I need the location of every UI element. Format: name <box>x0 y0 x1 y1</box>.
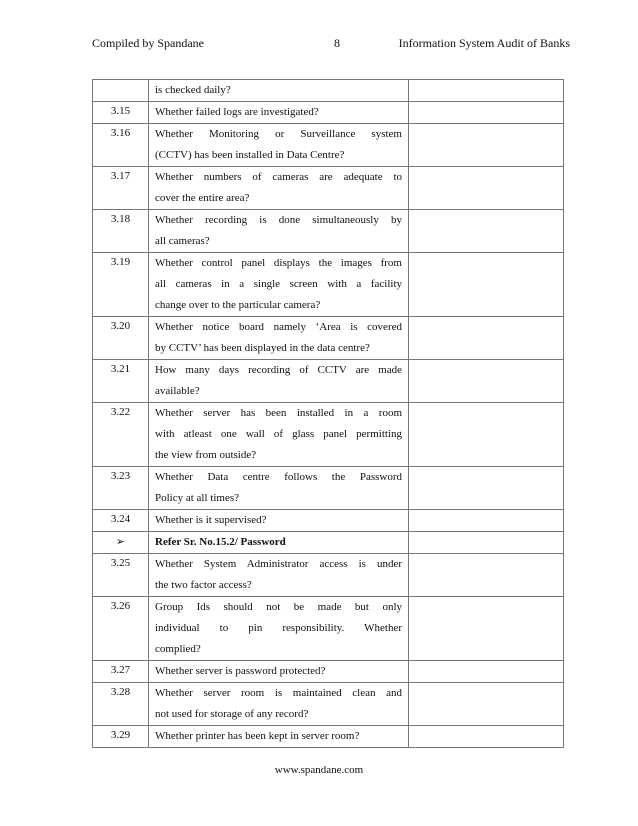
checklist-question <box>149 532 409 554</box>
question-line: the view from outside? <box>155 449 257 461</box>
response-cell <box>409 360 564 403</box>
response-cell <box>409 102 564 124</box>
table-row <box>93 102 564 124</box>
question-line: Whether System Administrator access is under <box>155 558 402 570</box>
question-line: with atleast one wall of glass panel permitting <box>155 428 402 440</box>
table-row <box>93 317 564 360</box>
question-line: (CCTV) has been installed in Data Centre? <box>155 149 345 161</box>
footer-website: www.spandane.com <box>274 764 364 776</box>
reference-row <box>93 532 564 554</box>
question-line: cover the entire area? <box>155 192 250 204</box>
response-cell <box>409 317 564 360</box>
header-compiler: Compiled by Spandane <box>92 36 204 50</box>
question-line: Refer Sr. No.15.2/ Password <box>155 536 286 548</box>
page-number: 8 <box>334 36 340 50</box>
checklist-question <box>149 102 409 124</box>
question-line: Whether Data centre follows the Password <box>155 471 402 483</box>
response-cell <box>409 167 564 210</box>
checklist-question <box>149 726 409 748</box>
serial-number: 3.23 <box>93 467 149 510</box>
table-row <box>93 253 564 317</box>
serial-number: 3.25 <box>93 554 149 597</box>
serial-number: 3.28 <box>93 683 149 726</box>
checklist-question <box>149 80 409 102</box>
checklist-question <box>149 124 409 167</box>
checklist-question <box>149 661 409 683</box>
table-row <box>93 210 564 253</box>
serial-number: 3.19 <box>93 253 149 317</box>
header-document-title: Information System Audit of Banks <box>398 36 570 50</box>
serial-number: 3.20 <box>93 317 149 360</box>
question-line: Whether failed logs are investigated? <box>155 106 319 118</box>
response-cell <box>409 253 564 317</box>
page-header <box>92 36 570 56</box>
serial-number <box>93 80 149 102</box>
question-line: by CCTV’ has been displayed in the data centre? <box>155 342 370 354</box>
question-line: Whether notice board namely ‘Area is covered <box>155 321 402 333</box>
serial-number: 3.21 <box>93 360 149 403</box>
question-line: not used for storage of any record? <box>155 708 309 720</box>
question-line: Whether server room is maintained clean and <box>155 687 402 699</box>
table-row <box>93 661 564 683</box>
serial-number: 3.22 <box>93 403 149 467</box>
serial-number: 3.16 <box>93 124 149 167</box>
response-cell <box>409 597 564 661</box>
serial-number: 3.29 <box>93 726 149 748</box>
checklist-question <box>149 167 409 210</box>
question-line: Policy at all times? <box>155 492 240 504</box>
serial-number: 3.15 <box>93 102 149 124</box>
question-line: Whether server is password protected? <box>155 665 326 677</box>
table-row <box>93 597 564 661</box>
serial-number: 3.26 <box>93 597 149 661</box>
table-row <box>93 683 564 726</box>
question-line: Whether recording is done simultaneously by <box>155 214 402 226</box>
checklist-question <box>149 597 409 661</box>
table-row <box>93 360 564 403</box>
checklist-question <box>149 683 409 726</box>
question-line: Group Ids should not be made but only <box>155 601 402 613</box>
question-line: all cameras in a single screen with a facility <box>155 278 402 290</box>
response-cell <box>409 403 564 467</box>
checklist-question <box>149 467 409 510</box>
question-line: How many days recording of CCTV are made <box>155 364 402 376</box>
checklist-question <box>149 554 409 597</box>
checklist-question <box>149 360 409 403</box>
serial-number: 3.18 <box>93 210 149 253</box>
response-cell <box>409 124 564 167</box>
table-row <box>93 554 564 597</box>
table-row <box>93 167 564 210</box>
response-cell <box>409 554 564 597</box>
question-line: available? <box>155 385 200 397</box>
response-cell <box>409 80 564 102</box>
checklist-question <box>149 403 409 467</box>
question-line: Whether is it supervised? <box>155 514 267 526</box>
audit-checklist-table <box>92 79 564 748</box>
table-row <box>93 124 564 167</box>
response-cell <box>409 726 564 748</box>
question-line: the two factor access? <box>155 579 252 591</box>
checklist-question <box>149 317 409 360</box>
table-row <box>93 726 564 748</box>
question-line: individual to pin responsibility. Whether <box>155 622 402 634</box>
checklist-question <box>149 210 409 253</box>
serial-number: 3.27 <box>93 661 149 683</box>
question-line: Whether numbers of cameras are adequate to <box>155 171 402 183</box>
arrow-bullet-icon: ➢ <box>93 532 149 554</box>
table-row <box>93 467 564 510</box>
response-cell <box>409 510 564 532</box>
response-cell <box>409 683 564 726</box>
serial-number: 3.24 <box>93 510 149 532</box>
table-row <box>93 80 564 102</box>
question-line: complied? <box>155 643 201 655</box>
table-row <box>93 510 564 532</box>
question-line: Whether server has been installed in a room <box>155 407 402 419</box>
question-line: all cameras? <box>155 235 210 247</box>
serial-number: 3.17 <box>93 167 149 210</box>
response-cell <box>409 532 564 554</box>
question-line: is checked daily? <box>155 84 231 96</box>
table-row <box>93 403 564 467</box>
question-line: change over to the particular camera? <box>155 299 321 311</box>
checklist-question <box>149 253 409 317</box>
checklist-question <box>149 510 409 532</box>
response-cell <box>409 210 564 253</box>
response-cell <box>409 661 564 683</box>
question-line: Whether Monitoring or Surveillance system <box>155 128 402 140</box>
question-line: Whether control panel displays the images from <box>155 257 402 269</box>
question-line: Whether printer has been kept in server room? <box>155 730 360 742</box>
response-cell <box>409 467 564 510</box>
